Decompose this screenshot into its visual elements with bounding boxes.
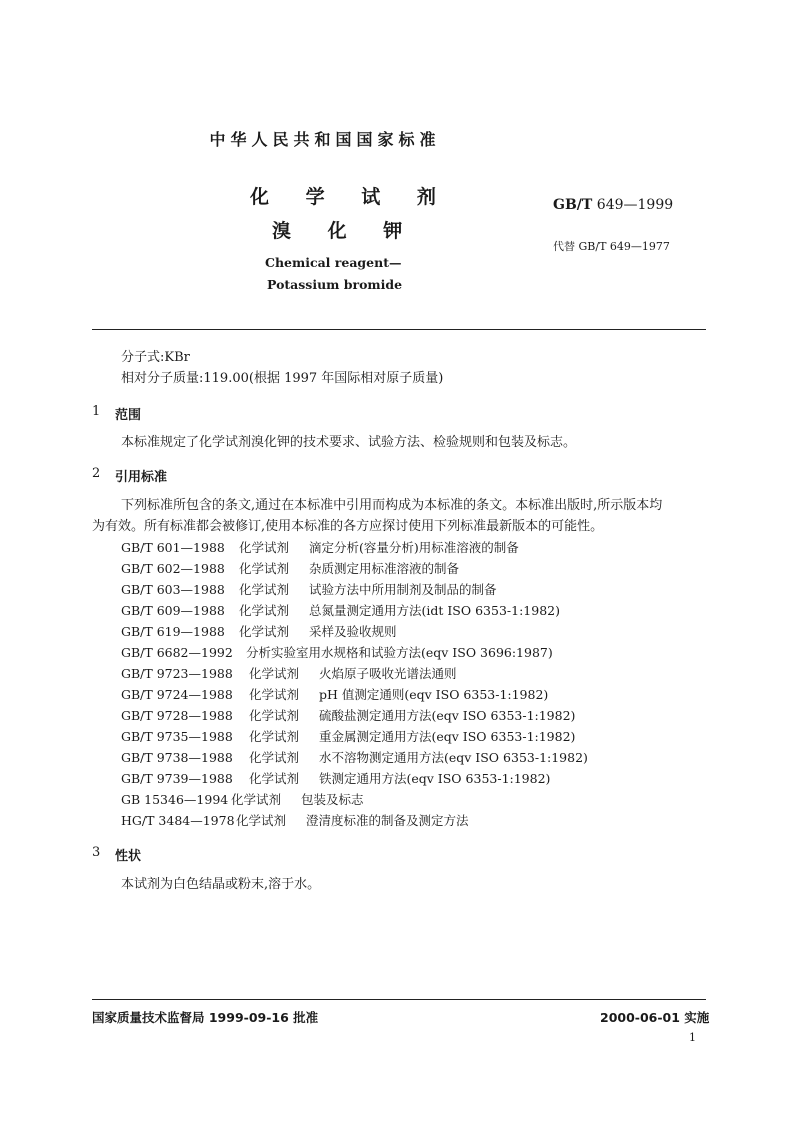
section-1-number: 1 xyxy=(92,404,101,419)
reference-category: 化学试剂 xyxy=(249,687,300,702)
reference-title: 总氮量测定通用方法(idt ISO 6353-1:1982) xyxy=(309,603,560,618)
reference-code: GB/T 601—1988 xyxy=(121,540,225,555)
reference-item xyxy=(121,729,575,745)
reference-code: GB/T 6682—1992 xyxy=(121,645,233,660)
reference-item xyxy=(121,624,397,640)
reference-code: GB/T 9738—1988 xyxy=(121,750,233,765)
title-chinese-line2: 溴 化 钾 xyxy=(272,220,418,242)
replaces-note: 代替 GB/T 649—1977 xyxy=(553,240,670,253)
reference-item xyxy=(121,582,497,598)
reference-item xyxy=(121,645,553,661)
reference-code: GB/T 609—1988 xyxy=(121,603,225,618)
reference-category: 化学试剂 xyxy=(249,708,300,723)
reference-title: pH 值测定通则(eqv ISO 6353-1:1982) xyxy=(319,687,549,702)
section-1-body: 本标准规定了化学试剂溴化钾的技术要求、试验方法、检验规则和包装及标志。 xyxy=(121,435,577,450)
reference-title: 澄清度标准的制备及测定方法 xyxy=(306,813,469,828)
reference-title: 包装及标志 xyxy=(301,792,364,807)
reference-code: HG/T 3484—1978 xyxy=(121,813,235,828)
reference-code: GB/T 602—1988 xyxy=(121,561,225,576)
reference-category: 化学试剂 xyxy=(239,540,290,555)
reference-item xyxy=(121,561,459,577)
section-1-title: 范围 xyxy=(115,408,142,423)
reference-code: GB/T 9728—1988 xyxy=(121,708,233,723)
reference-item xyxy=(121,750,588,766)
page-number: 1 xyxy=(689,1031,696,1044)
reference-title: 硫酸盐测定通用方法(eqv ISO 6353-1:1982) xyxy=(319,708,576,723)
footer-divider xyxy=(92,999,706,1000)
title-chinese-line1: 化 学 试 剂 xyxy=(250,186,451,208)
reference-title: 火焰原子吸收光谱法通则 xyxy=(319,666,457,681)
reference-title: 重金属测定通用方法(eqv ISO 6353-1:1982) xyxy=(319,729,576,744)
reference-title: 杂质测定用标准溶液的制备 xyxy=(309,561,460,576)
molecular-formula: 分子式:KBr xyxy=(121,350,190,365)
reference-title: 试验方法中所用制剂及制品的制备 xyxy=(309,582,497,597)
molecular-mass: 相对分子质量:119.00(根据 1997 年国际相对原子质量) xyxy=(121,371,444,386)
reference-title: 铁测定通用方法(eqv ISO 6353-1:1982) xyxy=(319,771,551,786)
title-english-line1: Chemical reagent— xyxy=(265,255,402,270)
reference-code: GB/T 9739—1988 xyxy=(121,771,233,786)
reference-item xyxy=(121,666,457,682)
section-3-title: 性状 xyxy=(115,849,142,864)
reference-category: 化学试剂 xyxy=(249,729,300,744)
title-english-line2: Potassium bromide xyxy=(267,277,403,292)
reference-category: 化学试剂 xyxy=(239,603,290,618)
issued-by-date: 国家质量技术监督局 1999-09-16 批准 xyxy=(92,1010,319,1025)
reference-category: 化学试剂 xyxy=(231,792,282,807)
header-divider xyxy=(92,329,706,330)
reference-code: GB/T 9724—1988 xyxy=(121,687,233,702)
reference-item xyxy=(121,687,548,703)
section-2-body-line1: 下列标准所包含的条文,通过在本标准中引用而构成为本标准的条文。本标准出版时,所示版本均 xyxy=(121,498,663,513)
reference-category: 化学试剂 xyxy=(239,624,290,639)
reference-item xyxy=(121,792,364,808)
reference-category: 化学试剂 xyxy=(249,666,300,681)
national-standard-heading: 中华人民共和国国家标准 xyxy=(209,130,441,149)
reference-category: 化学试剂 xyxy=(236,813,287,828)
reference-item xyxy=(121,708,575,724)
reference-category: 化学试剂 xyxy=(249,771,300,786)
reference-item xyxy=(121,813,469,829)
standard-code xyxy=(553,197,673,213)
reference-code: GB/T 603—1988 xyxy=(121,582,225,597)
reference-code: GB/T 9723—1988 xyxy=(121,666,233,681)
reference-title: 分析实验室用水规格和试验方法(eqv ISO 3696:1987) xyxy=(246,645,553,660)
reference-item xyxy=(121,771,550,787)
reference-code: GB 15346—1994 xyxy=(121,792,229,807)
section-2-title: 引用标准 xyxy=(115,470,168,485)
reference-title: 水不溶物测定通用方法(eqv ISO 6353-1:1982) xyxy=(319,750,588,765)
reference-title: 滴定分析(容量分析)用标准溶液的制备 xyxy=(309,540,519,555)
effective-date: 2000-06-01 实施 xyxy=(600,1010,710,1025)
standard-code-prefix: GB/T xyxy=(553,197,593,213)
section-3-number: 3 xyxy=(92,845,101,860)
section-2-body-line2: 为有效。所有标准都会被修订,使用本标准的各方应探讨使用下列标准最新版本的可能性。 xyxy=(92,519,604,534)
reference-category: 化学试剂 xyxy=(239,582,290,597)
reference-item xyxy=(121,603,560,619)
reference-category: 化学试剂 xyxy=(249,750,300,765)
reference-item xyxy=(121,540,519,556)
reference-category: 化学试剂 xyxy=(239,561,290,576)
section-2-number: 2 xyxy=(92,466,101,481)
reference-code: GB/T 9735—1988 xyxy=(121,729,233,744)
reference-title: 采样及验收规则 xyxy=(309,624,397,639)
reference-code: GB/T 619—1988 xyxy=(121,624,225,639)
standard-code-number: 649—1999 xyxy=(596,197,674,213)
section-3-body: 本试剂为白色结晶或粉末,溶于水。 xyxy=(121,877,321,892)
